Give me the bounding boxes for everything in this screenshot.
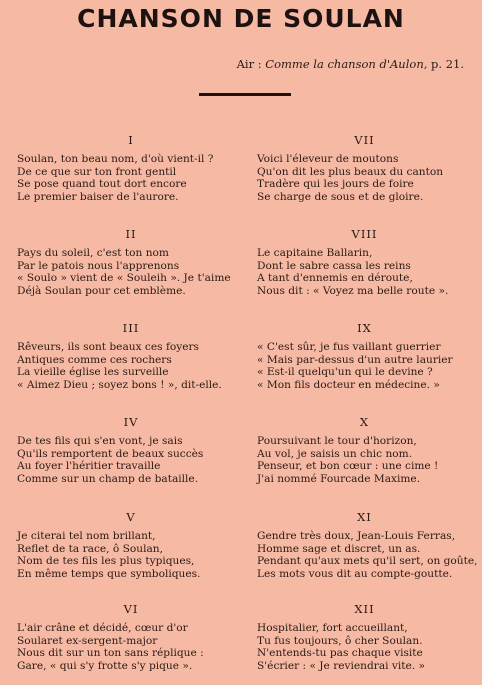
air-page: p. 21. <box>431 57 464 71</box>
verse-line: La vieille église les surveille <box>17 366 169 379</box>
verse-line: Antiques comme ces rochers <box>17 353 172 366</box>
verse-line: Déjà Soulan pour cet emblème. <box>17 284 186 297</box>
stanza-numeral: IV <box>123 415 139 429</box>
stanza-numeral: IX <box>357 321 372 335</box>
verse-line: De ce que sur ton front gentil <box>17 165 177 178</box>
page-title: CHANSON DE SOULAN <box>77 4 405 33</box>
verse-line: Tradère qui les jours de foire <box>257 178 414 191</box>
stanza-3 <box>17 321 245 391</box>
verse-line: J'ai nommé Fourcade Maxime. <box>257 472 421 485</box>
air-tune: Comme la chanson d'Aulon, <box>265 57 428 71</box>
stanza-numeral: VIII <box>351 227 378 241</box>
stanza-1 <box>17 133 245 203</box>
verse-line: Poursuivant le tour d'horizon, <box>257 435 417 447</box>
verse-line: Le capitaine Ballarin, <box>257 247 373 259</box>
verse-line: Comme sur un champ de bataille. <box>17 472 199 485</box>
verse-line: « Aimez Dieu ; soyez bons ! », dit-elle. <box>17 378 222 391</box>
verse-line: Au foyer l'héritier travaille <box>17 460 161 473</box>
verse-line: Gendre très doux, Jean-Louis Ferras, <box>257 530 456 542</box>
stanza-9 <box>257 321 472 391</box>
verse-line: Homme sage et discret, un as. <box>257 542 421 555</box>
verse-line: De tes fils qui s'en vont, je sais <box>17 435 183 447</box>
verse-line: Pendant qu'aux mets qu'il sert, on goûte, <box>257 555 478 568</box>
verse-line: Pays du soleil, c'est ton nom <box>17 247 169 259</box>
verse-line: Le premier baiser de l'aurore. <box>17 190 179 203</box>
verse-line: Au vol, je saisis un chic nom. <box>257 447 413 460</box>
verse-line: Nous dit sur un ton sans réplique : <box>17 647 204 660</box>
stanza-2 <box>17 227 245 297</box>
stanza-6 <box>17 602 245 672</box>
stanza-5 <box>17 510 245 580</box>
verse-line: Penseur, et bon cœur : une cime ! <box>257 460 439 473</box>
verse-line: « C'est sûr, je fus vaillant guerrier <box>257 341 441 353</box>
verse-line: Voici l'éleveur de moutons <box>257 153 399 165</box>
verse-line: Nom de tes fils les plus typiques, <box>17 555 195 568</box>
stanza-numeral: XII <box>354 602 375 616</box>
air-attribution <box>237 57 464 71</box>
stanza-numeral: X <box>359 415 370 429</box>
verse-line: S'écrier : « Je reviendrai vite. » <box>257 659 426 672</box>
verse-line: A tant d'ennemis en déroute, <box>257 272 413 285</box>
stanza-numeral: VI <box>123 602 139 616</box>
verse-line: Se pose quand tout dort encore <box>17 178 187 191</box>
verse-line: En même temps que symboliques. <box>17 567 201 580</box>
stanza-10 <box>257 415 472 485</box>
verse-line: Nous dit : « Voyez ma belle route ». <box>257 284 449 297</box>
verse-line: Rêveurs, ils sont beaux ces foyers <box>17 341 199 353</box>
verse-line: Tu fus toujours, ô cher Soulan. <box>257 634 423 647</box>
verse-line: Reflet de ta race, ô Soulan, <box>17 542 163 555</box>
title-divider <box>199 93 291 96</box>
stanza-numeral: II <box>125 227 137 241</box>
verse-line: Gare, « qui s'y frotte s'y pique ». <box>17 659 193 672</box>
stanza-numeral: III <box>122 321 140 335</box>
verse-line: N'entends-tu pas chaque visite <box>257 647 423 660</box>
verse-line: « Soulo » vient de « Souleih ». Je t'aime <box>17 272 231 285</box>
verse-line: Qu'ils remportent de beaux succès <box>17 447 204 460</box>
stanza-numeral: XI <box>357 510 372 524</box>
verse-line: Les mots vous dit au compte-goutte. <box>257 567 453 580</box>
stanza-12 <box>257 602 472 672</box>
verse-line: Je citerai tel nom brillant, <box>17 530 156 542</box>
verse-line: Soularet ex-sergent-major <box>17 634 158 647</box>
stanza-7 <box>257 133 472 203</box>
verse-line: Se charge de sous et de gloire. <box>257 190 424 203</box>
stanza-numeral: V <box>126 510 136 524</box>
verse-line: « Est-il quelqu'un qui le devine ? <box>257 366 433 379</box>
verse-line: Qu'on dit les plus beaux du canton <box>257 165 444 178</box>
stanza-11 <box>257 510 478 580</box>
verse-line: « Mon fils docteur en médecine. » <box>257 378 440 391</box>
stanza-numeral: VII <box>354 133 375 147</box>
verse-line: Par le patois nous l'apprenons <box>17 259 180 272</box>
verse-line: Dont le sabre cassa les reins <box>257 259 411 272</box>
stanza-numeral: I <box>128 133 134 147</box>
verse-line: L'air crâne et décidé, cœur d'or <box>17 622 188 634</box>
stanza-4 <box>17 415 245 485</box>
verse-line: « Mais par-dessus d'un autre laurier <box>257 353 453 366</box>
verse-line: Hospitalier, fort accueillant, <box>257 622 408 634</box>
verse-line: Soulan, ton beau nom, d'où vient-il ? <box>17 153 214 165</box>
air-label: Air : <box>236 57 262 71</box>
stanza-8 <box>257 227 472 297</box>
